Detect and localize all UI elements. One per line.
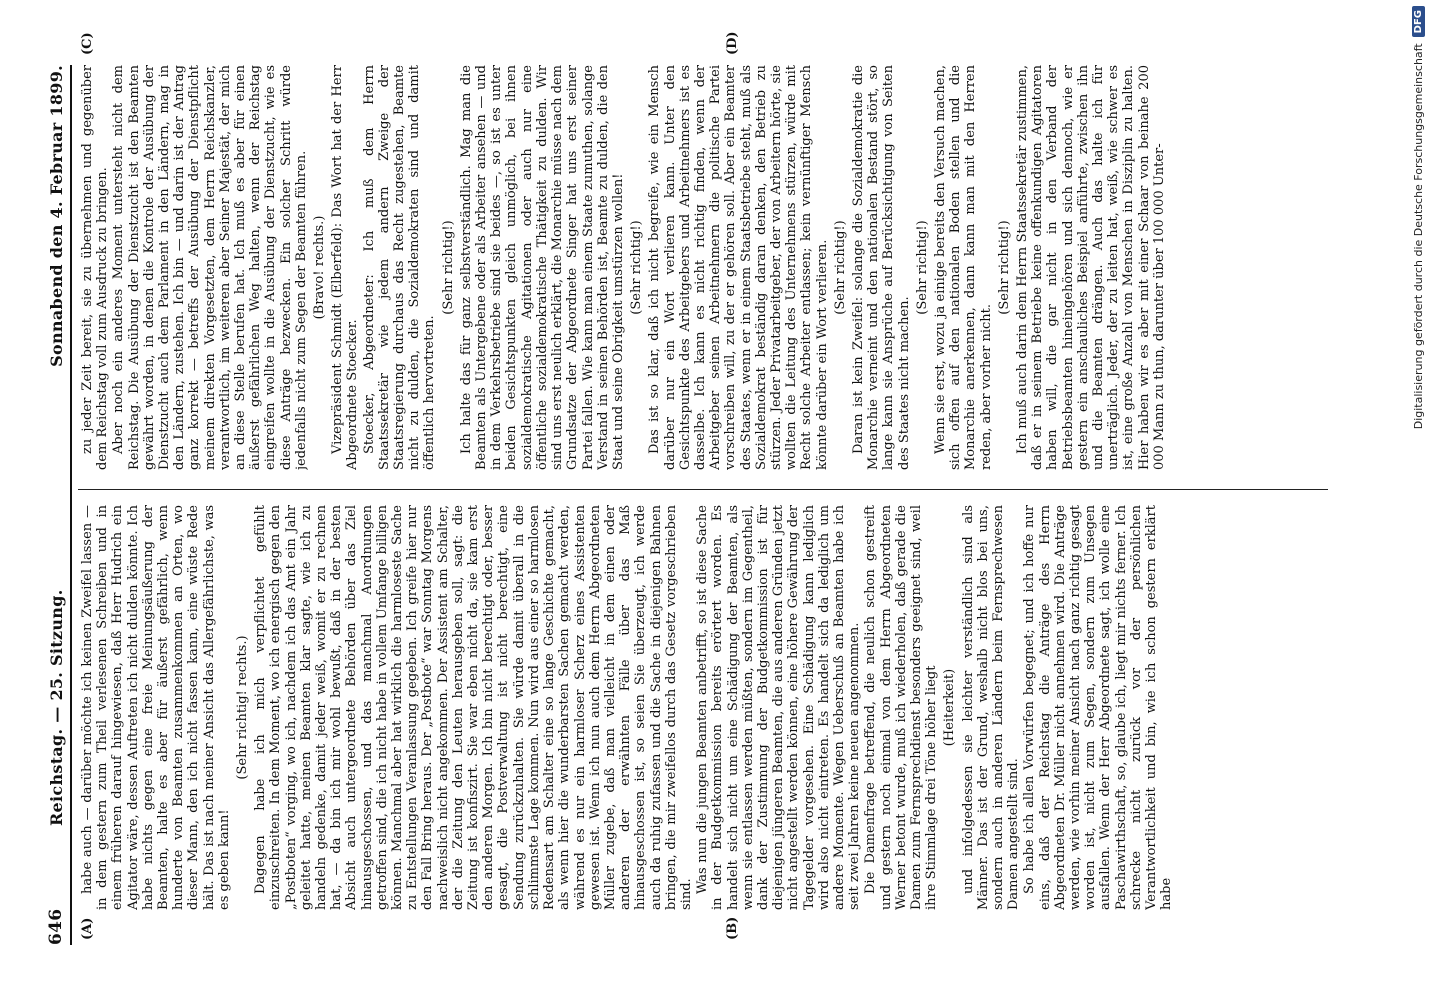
margin-marker-d: (D) xyxy=(725,31,740,55)
paragraph: Was nun die jungen Beamten anbetrifft, so ist diese Sache in der Budgetkommission bereits erörtert worden. Es handelt sich nicht um eine Schädigung der Beamten, als wenn sie entlassen werden müßten, sondern im Gegentheil, dank der Zustimmung der Budgetkommission ist für diejenigen jüngeren Beamten, die aus anderen Gründen jetzt nicht angestellt werden können, eine höhere Gewährung der Tagegelder vorgesehen. Eine Schädigung kann lediglich wird also nicht eintreten. Es handelt sich da lediglich um andere Momente. Wegen Ueberschuß an Beamten habe ich seit zwei Jahren keine neuen angenommen. xyxy=(695,505,863,910)
interjection: (Sehr richtig!) xyxy=(629,220,645,315)
margin-marker-a: (A) xyxy=(80,917,95,940)
interjection: (Heiterkeit) xyxy=(942,668,958,747)
paragraph: Das ist so klar, daß ich nicht begreife, wie ein Mensch darüber nur ein Wort verlieren kann. Unter den Gesichtspunkte des Arbeitgebers und Arbeitnehmers ist es dasselbe. Ich kann es nicht richtig finden, wenn der Arbeitgeber seinen Arbeitnehmern die politische Partei vorschreiben will, zu der er gehören soll. Aber ein Beamter des Staates, wenn er in einem Staatsbetriebe steht, muß als Sozialdemokrat beständig daran denken, den Betrieb zu stürzen. Jeder Privatarbeitgeber, der von Arbeitern hörte, sie wollten die Leitung des Unternehmens stürzen, würde mit Recht solche Arbeiter entlassen; kein vernünftiger Mensch könnte darüber ein Wort verlieren. xyxy=(647,65,830,470)
paragraph: Ich halte das für ganz selbstverständlich. Mag man die Beamten als Untergebene oder als Arbeiter ansehen — und in dem Verkehrsbetriebe sind sie beides —, so ist es unter beiden Gesichtspunkten gleich unmöglich, bei ihnen sozialdemokratische Agitationen oder auch nur eine öffentliche sozialdemokratische Thätigkeit zu dulden. Wir sind uns erst neulich erklärt, die Monarchie müsse nach dem Grundsatze der Abgeordnete Singer hat uns erst seiner Partei fallen. Wie kann man einem Staate zumuthen, solange Verstand in seinen Behörden ist, Beamte zu dulden, die den Staat und seine Obrigkeit umstürzen wollen! xyxy=(458,65,626,470)
paragraph: Dagegen habe ich mich verpflichtet gefühlt einzuschreiten. In dem Moment, wo ich energisch gegen den „Postboten“ vorging, wo ich, nachdem ich das Amt ein Jahr geleitet hatte, meinen Beamten klar sagte, wie ich zu handeln gedenke, damit jeder weiß, womit er zu rechnen hat, — da bin ich mir wohl bewußt, daß in der besten Absicht auch untergeordnete Behörden über das Ziel hinausgeschossen, und das manchmal Anordnungen getroffen sind, die ich nicht habe in vollem Umfange billigen können. Manchmal aber hat wirklich die harmloseste Sache zu Entstellungen Veranlassung gegeben. Ich greife hier nur den Fall Bring heraus. Der „Postbote“ war Sonntag Morgens nachweislich nicht angekommen. Der Assistent am Schalter, der die Zeitung den Leuten herausgeben soll, sagt: die Zeitung ist konfiszirt. Sie war eben nicht da, sie kam erst den anderen Morgen. Ich bin nicht berechtigt oder, besser gesagt, die Postverwaltung ist nicht berechtigt, eine Sendung zurückzuhalten. Sie würde damit überall in die schlimmste Lage kommen. Nun wird aus einer so harmlosen Redensart am Schalter eine so lange Geschichte gemacht, als wenn hier die wunderbarsten Sachen gemacht werden, während es nur ein harmloser Scherz eines Assistenten gewesen ist. Wenn ich nun auch dem Herrn Abgeordneten Müller zugebe, daß man vielleicht in dem einen oder anderen der erwähnten Fälle über das Maß hinausgeschossen ist, so seien Sie überzeugt, ich werde auch da ruhig zufassen und die Sache in diejenigen Bahnen bringen, die mir zweifellos durch das Gesetz vorgeschrieben sind. xyxy=(253,505,694,910)
header-rule xyxy=(70,65,72,945)
interjection: (Sehr richtig!) xyxy=(832,220,848,315)
digitization-credit xyxy=(1408,0,1428,1000)
paragraph: zu jeder Zeit bereit, sie zu übernehmen und gegenüber dem Reichstag voll zum Ausdruck zu bringen. xyxy=(80,65,111,470)
header-title-right: Sonnabend den 4. Februar 1899. xyxy=(47,65,66,367)
column-divider xyxy=(78,489,1328,490)
dfg-logo: DFG xyxy=(1412,6,1425,37)
interjection: (Sehr richtig!) xyxy=(996,220,1012,315)
interjection: (Sehr richtig!) xyxy=(440,220,456,315)
page-header xyxy=(18,65,66,945)
header-title-left: Reichstag. — 25. Sitzung. xyxy=(47,589,66,827)
paragraph: Die Damenfrage betreffend, die neulich schon gestreift und gestern noch einmal von dem Herrn Abgeordneten Werner betont wurde, muß ich wiederholen, daß gerade die Damen zum Fernsprechdienst besonders geeignet sind, weil ihre Stimmlage drei Töne höher liegt xyxy=(863,505,940,910)
credit-text: Digitalisierung gefördert durch die Deutsche Forschungsgemeinschaft xyxy=(1411,43,1425,430)
page-number: 646 xyxy=(46,908,66,945)
margin-marker-c: (C) xyxy=(80,32,95,55)
speaker-paragraph: Vizepräsident Schmidt (Elberfeld): Das Wort hat der Herr Abgeordnete Stoecker. xyxy=(330,65,361,470)
paragraph: Aber noch ein anderes Moment untersteht nicht dem Reichstag. Die Ausübung der Dienstzucht ist den Beamten gewährt worden, in denen die Kontrole der Ausübung der Dienstzucht auch dem Parlament in den Ländern, mag in den Ländern, zustehen. Ich bin — und darin ist der Antrag ganz korrekt — betreffs der Ausübung der Dienstpflicht meinem direkten Vorgesetzten, dem Herrn Reichskanzler, verantwortlich, im weiteren aber Seiner Majestät, der mich an diese Stelle berufen hat. Ich muß es aber für einen äußerst gefährlichen Weg halten, wenn der Reichstag eingreifen wollte in die Ausübung der Dienstzucht, wie es diese Anträge bezwecken. Ein solcher Schritt würde jedenfalls nicht zum Segen der Beamten führen. xyxy=(111,65,309,470)
paragraph: habe auch — darüber möchte ich keinen Zweifel lassen — in dem gestern zum Theil verlesenen Schreiben und in einem früheren darauf hingewiesen, daß Herr Hudrich ein Agitator wäre, dessen Auftreten ich nicht dulden könnte. Ich habe nichts gegen eine freie Meinungsäußerung der Beamten, halte es aber für äußerst gefährlich, wenn hunderte von Beamten zusammenkommen an Orten, wo dieser Mann, den ich nicht fassen kann, eine wüste Rede hält. Das ist nach meiner Ansicht das Allergefährlichste, was es geben kann! xyxy=(80,505,232,910)
paragraph: Wenn sie erst, wozu ja einige bereits den Versuch machen, sich offen auf den nationalen Boden stellen und die Monarchie anerkennen, dann kann man mit den Herren reden, aber vorher nicht. xyxy=(932,65,994,470)
interjection: (Bravo! rechts.) xyxy=(312,215,328,320)
interjection: (Sehr richtig! rechts.) xyxy=(235,635,251,780)
paragraph: Ich muß auch darin dem Herrn Staatssekretär zustimmen, daß er in seinem Betriebe keine offenkundigen Agitatoren haben will, die gar nicht in den Verband der Betriebsbeamten hineingehören und sich dennoch, wie er gestern ein anschauliches Beispiel anführte, zwischen ihn und die Beamten drängen. Auch das halte ich für unerträglich. Jeder, der zu leiten hat, weiß, wie schwer es ist, eine große Anzahl von Menschen in Disziplin zu halten. Hier haben wir es aber mit einer Schaar von beinahe 200 000 Mann zu thun, darunter über 100 000 Unter- xyxy=(1014,65,1167,470)
left-text-column xyxy=(80,505,1330,910)
right-text-column xyxy=(80,65,1330,470)
speaker-paragraph: Stoecker, Abgeordneter: Ich muß dem Herrn Staatssekretär wie jedem andern Zweige der Staatsregierung durchaus das Recht zugestehen, Beamte nicht zu dulden, die Sozialdemokraten sind und damit öffentlich hervortreten. xyxy=(361,65,438,470)
interjection: (Sehr richtig!) xyxy=(914,220,930,315)
margin-marker-b: (B) xyxy=(725,916,740,940)
paragraph: Daran ist kein Zweifel: solange die Sozialdemokratie die Monarchie verneint und den nationalen Bestand stört, so lange kann sie Ansprüche auf Berücksichtigung von Seiten des Staates nicht machen. xyxy=(850,65,912,470)
paragraph: So habe ich allen Vorwürfen begegnet; und ich hoffe nur eins, daß der Reichstag die Anträge des Herrn Abgeordneten Dr. Müller nicht annehmen wird. Die Anträge werden, wie vorhin meiner Ansicht nach ganz richtig gesagt worden ist, nicht zum Segen, sondern zum Unsegen ausfallen. Wenn der Herr Abgeordnete sagt, ich wolle eine Paschawirthschaft, so, glaube ich, liegt mir nichts ferner. Ich schrecke nicht zurück vor der persönlichen Verantwortlichkeit und bin, wie ich schon gestern erklärt habe xyxy=(1022,505,1175,910)
paragraph: und infolgedessen sie leichter verständlich sind als Männer. Das ist der Grund, weshalb nicht blos bei uns, sondern auch in anderen Ländern beim Fernsprechwesen Damen angestellt sind. xyxy=(960,505,1022,910)
